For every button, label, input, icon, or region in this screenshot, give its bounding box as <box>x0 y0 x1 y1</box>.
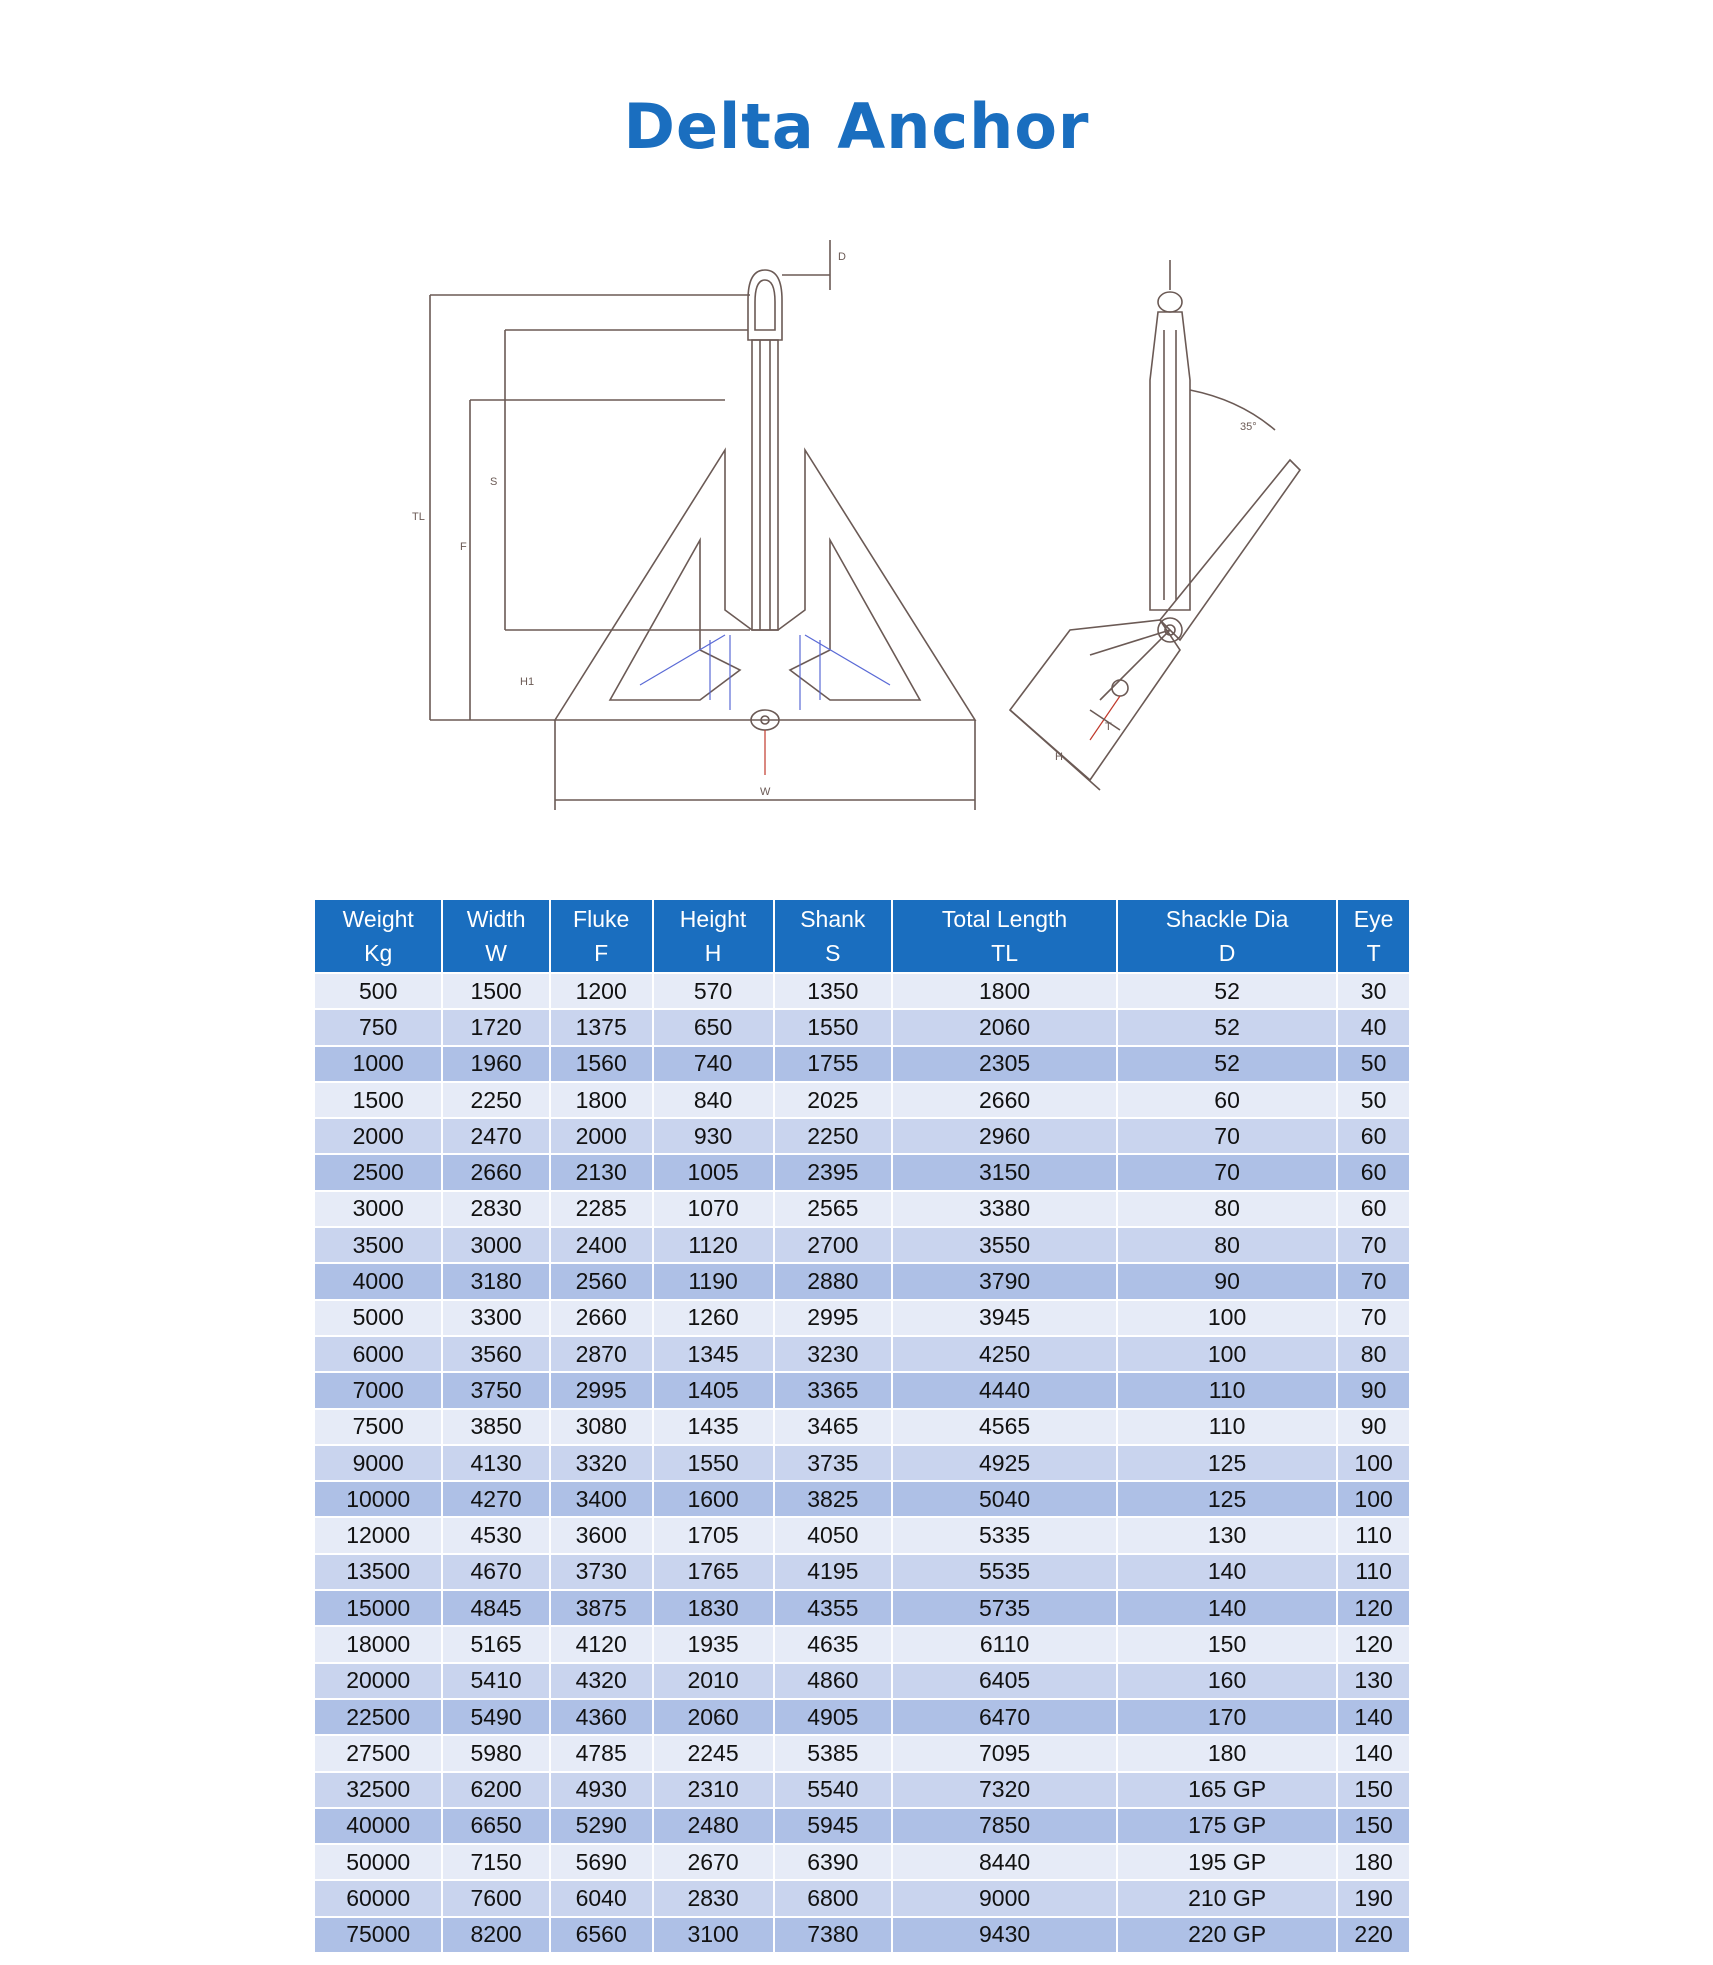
table-cell: 4120 <box>550 1626 653 1662</box>
table-cell: 650 <box>653 1009 774 1045</box>
table-row <box>315 1445 1409 1481</box>
table-cell: 9000 <box>892 1880 1117 1916</box>
table-cell: 130 <box>1337 1663 1409 1699</box>
table-cell: 2660 <box>442 1154 549 1190</box>
table-cell: 2470 <box>442 1118 549 1154</box>
table-cell: 2130 <box>550 1154 653 1190</box>
table-cell: 110 <box>1337 1554 1409 1590</box>
table-cell: 1190 <box>653 1263 774 1299</box>
table-cell: 9000 <box>315 1445 442 1481</box>
table-cell: 13500 <box>315 1554 442 1590</box>
table-cell: 2565 <box>774 1191 893 1227</box>
dim-label-f: F <box>460 541 467 553</box>
table-cell: 3150 <box>892 1154 1117 1190</box>
table-cell: 1405 <box>653 1372 774 1408</box>
table-cell: 60 <box>1337 1191 1409 1227</box>
table-cell: 4320 <box>550 1663 653 1699</box>
table-cell: 3000 <box>315 1191 442 1227</box>
table-row <box>315 1118 1409 1154</box>
table-cell: 160 <box>1117 1663 1337 1699</box>
table-cell: 3550 <box>892 1227 1117 1263</box>
table-cell: 7000 <box>315 1372 442 1408</box>
table-cell: 3000 <box>442 1227 549 1263</box>
table-cell: 2010 <box>653 1663 774 1699</box>
table-cell: 1260 <box>653 1300 774 1336</box>
table-cell: 40 <box>1337 1009 1409 1045</box>
table-cell: 4905 <box>774 1699 893 1735</box>
table-cell: 10000 <box>315 1481 442 1517</box>
table-cell: 1000 <box>315 1046 442 1082</box>
table-cell: 4355 <box>774 1590 893 1626</box>
table-body <box>315 973 1409 1952</box>
table-cell: 5535 <box>892 1554 1117 1590</box>
table-cell: 60 <box>1337 1154 1409 1190</box>
column-header-label: Shackle Dia <box>1165 906 1289 932</box>
table-row <box>315 1517 1409 1553</box>
table-cell: 2395 <box>774 1154 893 1190</box>
table-cell: 2250 <box>442 1082 549 1118</box>
table-cell: 7095 <box>892 1735 1117 1771</box>
dim-label-h1: H1 <box>520 676 535 688</box>
table-cell: 165 GP <box>1117 1772 1337 1808</box>
table-cell: 4130 <box>442 1445 549 1481</box>
table-row <box>315 1227 1409 1263</box>
table-cell: 2000 <box>315 1118 442 1154</box>
table-row <box>315 1263 1409 1299</box>
table-cell: 7380 <box>774 1917 893 1952</box>
table-cell: 4930 <box>550 1772 653 1808</box>
table-cell: 3230 <box>774 1336 893 1372</box>
table-cell: 740 <box>653 1046 774 1082</box>
table-cell: 2245 <box>653 1735 774 1771</box>
table-cell: 4530 <box>442 1517 549 1553</box>
table-cell: 3750 <box>442 1372 549 1408</box>
table-cell: 1830 <box>653 1590 774 1626</box>
table-cell: 2310 <box>653 1772 774 1808</box>
table-cell: 500 <box>315 973 442 1009</box>
table-cell: 4360 <box>550 1699 653 1735</box>
column-header <box>653 900 774 973</box>
table-cell: 2560 <box>550 1263 653 1299</box>
table-row <box>315 1626 1409 1662</box>
table-cell: 20000 <box>315 1663 442 1699</box>
table-cell: 52 <box>1117 1046 1337 1082</box>
front-view <box>430 240 975 810</box>
table-cell: 3500 <box>315 1227 442 1263</box>
page-title: Delta Anchor <box>623 90 1090 163</box>
table-cell: 3560 <box>442 1336 549 1372</box>
table-cell: 50 <box>1337 1046 1409 1082</box>
table-cell: 40000 <box>315 1808 442 1844</box>
table-cell: 120 <box>1337 1590 1409 1626</box>
dim-label-t: T <box>1105 721 1112 733</box>
table-cell: 3465 <box>774 1409 893 1445</box>
table-row <box>315 1191 1409 1227</box>
table-cell: 4000 <box>315 1263 442 1299</box>
table-cell: 5385 <box>774 1735 893 1771</box>
table-cell: 120 <box>1337 1626 1409 1662</box>
column-header-symbol: W <box>485 940 507 966</box>
table-cell: 27500 <box>315 1735 442 1771</box>
table-cell: 70 <box>1117 1154 1337 1190</box>
table-cell: 5980 <box>442 1735 549 1771</box>
column-header <box>442 900 549 973</box>
table-row <box>315 973 1409 1009</box>
table-row <box>315 1300 1409 1336</box>
table-cell: 70 <box>1337 1263 1409 1299</box>
table-row <box>315 1046 1409 1082</box>
table-cell: 70 <box>1337 1300 1409 1336</box>
table-cell: 4250 <box>892 1336 1117 1372</box>
column-header-label: Total Length <box>941 906 1068 932</box>
table-cell: 5945 <box>774 1808 893 1844</box>
column-header <box>1117 900 1337 973</box>
table-cell: 3790 <box>892 1263 1117 1299</box>
column-header-symbol: TL <box>991 940 1018 966</box>
table-cell: 1005 <box>653 1154 774 1190</box>
table-cell: 570 <box>653 973 774 1009</box>
table-cell: 1550 <box>774 1009 893 1045</box>
table-row <box>315 1336 1409 1372</box>
table-cell: 3100 <box>653 1917 774 1952</box>
column-header-label: Weight <box>342 906 414 932</box>
table-cell: 180 <box>1337 1844 1409 1880</box>
table-cell: 1500 <box>315 1082 442 1118</box>
table-cell: 6560 <box>550 1917 653 1952</box>
table-cell: 1600 <box>653 1481 774 1517</box>
table-cell: 4270 <box>442 1481 549 1517</box>
table-cell: 1705 <box>653 1517 774 1553</box>
table-cell: 3850 <box>442 1409 549 1445</box>
table-cell: 6040 <box>550 1880 653 1916</box>
column-header-symbol: Kg <box>364 940 393 966</box>
column-header-label: Width <box>466 906 526 932</box>
table-cell: 220 <box>1337 1917 1409 1952</box>
table-cell: 140 <box>1117 1554 1337 1590</box>
table-cell: 175 GP <box>1117 1808 1337 1844</box>
table-cell: 150 <box>1337 1772 1409 1808</box>
table-cell: 100 <box>1117 1336 1337 1372</box>
column-header-symbol: D <box>1218 940 1236 966</box>
table-cell: 1720 <box>442 1009 549 1045</box>
table-row <box>315 1409 1409 1445</box>
dim-label-w: W <box>760 786 771 798</box>
table-cell: 18000 <box>315 1626 442 1662</box>
table-cell: 4670 <box>442 1554 549 1590</box>
table-cell: 7320 <box>892 1772 1117 1808</box>
table-cell: 90 <box>1117 1263 1337 1299</box>
table-cell: 32500 <box>315 1772 442 1808</box>
table-cell: 2960 <box>892 1118 1117 1154</box>
table-cell: 1200 <box>550 973 653 1009</box>
column-header-label: Eye <box>1353 906 1394 932</box>
column-header-label: Fluke <box>573 906 630 932</box>
table-cell: 3365 <box>774 1372 893 1408</box>
table-cell: 5410 <box>442 1663 549 1699</box>
table-cell: 3875 <box>550 1590 653 1626</box>
table-cell: 8200 <box>442 1917 549 1952</box>
table-cell: 3400 <box>550 1481 653 1517</box>
table-cell: 75000 <box>315 1917 442 1952</box>
table-cell: 2995 <box>550 1372 653 1408</box>
table-cell: 170 <box>1117 1699 1337 1735</box>
table-cell: 100 <box>1117 1300 1337 1336</box>
table-cell: 180 <box>1117 1735 1337 1771</box>
table-cell: 2995 <box>774 1300 893 1336</box>
table-cell: 50 <box>1337 1082 1409 1118</box>
table-cell: 2400 <box>550 1227 653 1263</box>
table-cell: 15000 <box>315 1590 442 1626</box>
table-row <box>315 1372 1409 1408</box>
column-header-symbol: F <box>594 940 609 966</box>
table-cell: 125 <box>1117 1445 1337 1481</box>
table-header-row <box>315 900 1409 973</box>
table-cell: 2660 <box>550 1300 653 1336</box>
dim-label-angle: 35° <box>1240 421 1257 433</box>
table-cell: 30 <box>1337 973 1409 1009</box>
table-cell: 125 <box>1117 1481 1337 1517</box>
table-row <box>315 1772 1409 1808</box>
column-header-label: Shank <box>800 906 866 932</box>
table-cell: 220 GP <box>1117 1917 1337 1952</box>
table-cell: 7500 <box>315 1409 442 1445</box>
table-cell: 7150 <box>442 1844 549 1880</box>
table-cell: 1350 <box>774 973 893 1009</box>
table-cell: 52 <box>1117 1009 1337 1045</box>
table-cell: 3320 <box>550 1445 653 1481</box>
table-row <box>315 1009 1409 1045</box>
table-cell: 210 GP <box>1117 1880 1337 1916</box>
table-row <box>315 1481 1409 1517</box>
table-cell: 2830 <box>442 1191 549 1227</box>
column-header <box>315 900 442 973</box>
table-cell: 1375 <box>550 1009 653 1045</box>
table-cell: 22500 <box>315 1699 442 1735</box>
table-cell: 3080 <box>550 1409 653 1445</box>
table-cell: 60 <box>1117 1082 1337 1118</box>
table-cell: 4195 <box>774 1554 893 1590</box>
table-cell: 5165 <box>442 1626 549 1662</box>
table-cell: 6405 <box>892 1663 1117 1699</box>
table-cell: 1550 <box>653 1445 774 1481</box>
table-cell: 5690 <box>550 1844 653 1880</box>
table-cell: 2880 <box>774 1263 893 1299</box>
table-cell: 70 <box>1117 1118 1337 1154</box>
table-cell: 750 <box>315 1009 442 1045</box>
column-header-label: Height <box>679 906 747 932</box>
table-cell: 1560 <box>550 1046 653 1082</box>
table-cell: 6200 <box>442 1772 549 1808</box>
table-cell: 150 <box>1117 1626 1337 1662</box>
table-cell: 2480 <box>653 1808 774 1844</box>
table-cell: 110 <box>1117 1372 1337 1408</box>
table-cell: 110 <box>1117 1409 1337 1445</box>
table-cell: 5540 <box>774 1772 893 1808</box>
table-row <box>315 1554 1409 1590</box>
table-row <box>315 1808 1409 1844</box>
table-cell: 90 <box>1337 1372 1409 1408</box>
table-cell: 100 <box>1337 1481 1409 1517</box>
table-cell: 140 <box>1337 1735 1409 1771</box>
table-cell: 80 <box>1117 1191 1337 1227</box>
dim-label-d: D <box>838 251 846 263</box>
table-cell: 2660 <box>892 1082 1117 1118</box>
table-cell: 70 <box>1337 1227 1409 1263</box>
table-cell: 4635 <box>774 1626 893 1662</box>
table-cell: 1765 <box>653 1554 774 1590</box>
table-cell: 1935 <box>653 1626 774 1662</box>
table-cell: 1435 <box>653 1409 774 1445</box>
table-row <box>315 1735 1409 1771</box>
table-cell: 3945 <box>892 1300 1117 1336</box>
table-row <box>315 1917 1409 1952</box>
table-cell: 12000 <box>315 1517 442 1553</box>
table-cell: 1800 <box>892 973 1117 1009</box>
table-cell: 150 <box>1337 1808 1409 1844</box>
table-cell: 6650 <box>442 1808 549 1844</box>
table-cell: 4050 <box>774 1517 893 1553</box>
table-cell: 3180 <box>442 1263 549 1299</box>
table-cell: 1960 <box>442 1046 549 1082</box>
table-cell: 5040 <box>892 1481 1117 1517</box>
table-cell: 1070 <box>653 1191 774 1227</box>
table-cell: 2060 <box>892 1009 1117 1045</box>
column-header <box>892 900 1117 973</box>
table-row <box>315 1663 1409 1699</box>
table-cell: 4860 <box>774 1663 893 1699</box>
dim-label-h: H <box>1055 751 1063 763</box>
table-cell: 4925 <box>892 1445 1117 1481</box>
table-cell: 100 <box>1337 1445 1409 1481</box>
anchor-diagram <box>400 230 1350 820</box>
table-cell: 3825 <box>774 1481 893 1517</box>
table-cell: 140 <box>1117 1590 1337 1626</box>
table-cell: 3600 <box>550 1517 653 1553</box>
table-cell: 6470 <box>892 1699 1117 1735</box>
table-cell: 60 <box>1337 1118 1409 1154</box>
table-cell: 80 <box>1337 1336 1409 1372</box>
table-cell: 2830 <box>653 1880 774 1916</box>
table-cell: 2870 <box>550 1336 653 1372</box>
table-cell: 1800 <box>550 1082 653 1118</box>
table-cell: 52 <box>1117 973 1337 1009</box>
table-cell: 190 <box>1337 1880 1409 1916</box>
table-cell: 3380 <box>892 1191 1117 1227</box>
table-cell: 2250 <box>774 1118 893 1154</box>
table-cell: 195 GP <box>1117 1844 1337 1880</box>
column-header <box>1337 900 1409 973</box>
table-cell: 5735 <box>892 1590 1117 1626</box>
table-cell: 7850 <box>892 1808 1117 1844</box>
table-cell: 930 <box>653 1118 774 1154</box>
column-header <box>774 900 893 973</box>
table-cell: 3730 <box>550 1554 653 1590</box>
table-cell: 2000 <box>550 1118 653 1154</box>
table-cell: 90 <box>1337 1409 1409 1445</box>
table-cell: 840 <box>653 1082 774 1118</box>
table-cell: 110 <box>1337 1517 1409 1553</box>
table-cell: 3300 <box>442 1300 549 1336</box>
table-cell: 5490 <box>442 1699 549 1735</box>
table-row <box>315 1844 1409 1880</box>
table-cell: 2670 <box>653 1844 774 1880</box>
table-cell: 2060 <box>653 1699 774 1735</box>
dim-label-tl: TL <box>412 511 425 523</box>
table-cell: 2305 <box>892 1046 1117 1082</box>
table-cell: 140 <box>1337 1699 1409 1735</box>
table-cell: 3735 <box>774 1445 893 1481</box>
table-cell: 5290 <box>550 1808 653 1844</box>
table-cell: 9430 <box>892 1917 1117 1952</box>
table-cell: 4845 <box>442 1590 549 1626</box>
table-cell: 4785 <box>550 1735 653 1771</box>
table-cell: 5000 <box>315 1300 442 1336</box>
column-header-symbol: S <box>825 940 841 966</box>
anchor-drawing <box>400 230 1350 820</box>
table-cell: 130 <box>1117 1517 1337 1553</box>
table-row <box>315 1154 1409 1190</box>
table-cell: 2025 <box>774 1082 893 1118</box>
table-row <box>315 1699 1409 1735</box>
table-cell: 7600 <box>442 1880 549 1916</box>
table-cell: 4440 <box>892 1372 1117 1408</box>
table-cell: 6110 <box>892 1626 1117 1662</box>
table-cell: 50000 <box>315 1844 442 1880</box>
column-header <box>550 900 653 973</box>
table-cell: 60000 <box>315 1880 442 1916</box>
table-cell: 2500 <box>315 1154 442 1190</box>
table-row <box>315 1590 1409 1626</box>
column-header-symbol: H <box>704 940 722 966</box>
table-cell: 80 <box>1117 1227 1337 1263</box>
table-cell: 1120 <box>653 1227 774 1263</box>
table-cell: 1345 <box>653 1336 774 1372</box>
table-cell: 1755 <box>774 1046 893 1082</box>
table-cell: 6800 <box>774 1880 893 1916</box>
table-row <box>315 1880 1409 1916</box>
table-cell: 4565 <box>892 1409 1117 1445</box>
column-header-symbol: T <box>1366 940 1381 966</box>
table-cell: 6390 <box>774 1844 893 1880</box>
table-cell: 2285 <box>550 1191 653 1227</box>
dim-label-s: S <box>490 476 498 488</box>
table-cell: 6000 <box>315 1336 442 1372</box>
spec-table <box>315 900 1409 1952</box>
table-cell: 2700 <box>774 1227 893 1263</box>
table-cell: 8440 <box>892 1844 1117 1880</box>
table-cell: 1500 <box>442 973 549 1009</box>
table-cell: 5335 <box>892 1517 1117 1553</box>
table-row <box>315 1082 1409 1118</box>
side-view <box>1010 260 1300 790</box>
